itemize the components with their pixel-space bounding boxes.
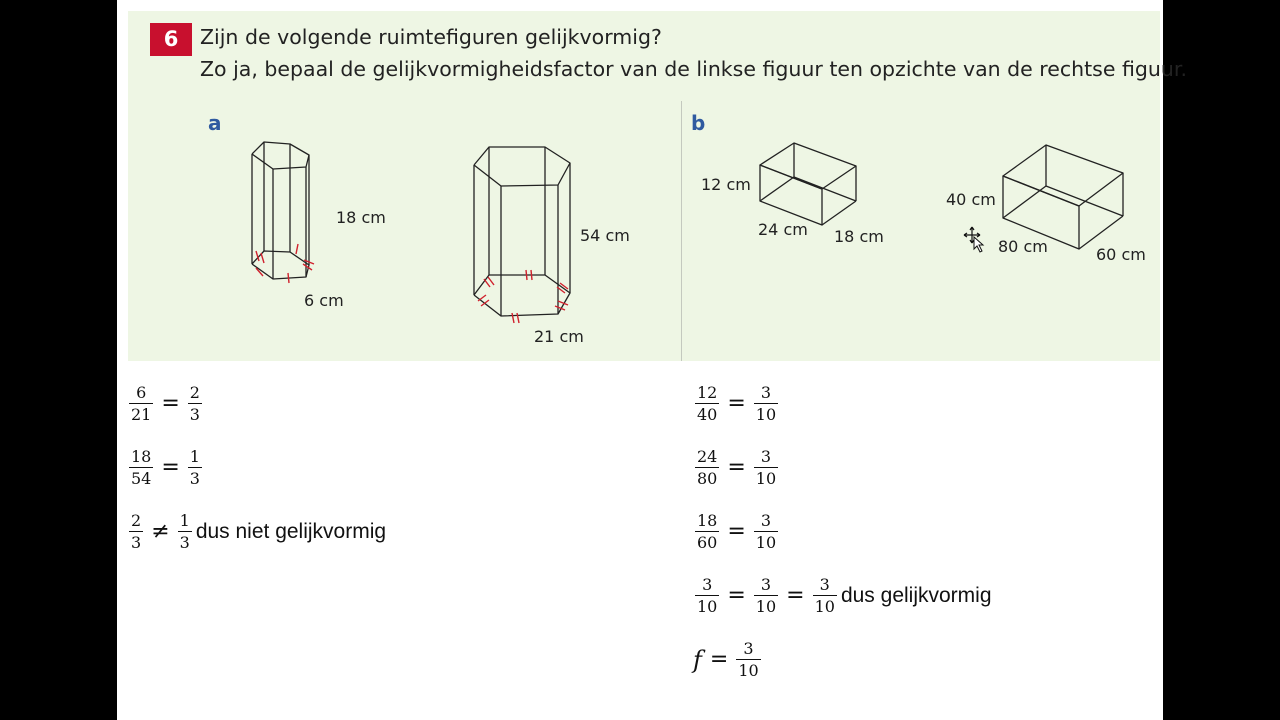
solution-b-line-2: $\frac{24}{80}$ = $\frac{3}{10}$ <box>697 447 777 488</box>
question-line-1: Zijn de volgende ruimtefiguren gelijkvormig? <box>200 25 662 49</box>
solution-a-line-3: $\frac{2}{3}$ ≠ $\frac{1}{3}$ dus niet gelijkvormig <box>131 511 387 552</box>
small-prism-height-label: 18 cm <box>336 208 386 227</box>
exercise-number: 6 <box>150 23 192 56</box>
small-prism-side-label: 6 cm <box>304 291 344 310</box>
large-prism-side-label: 21 cm <box>534 327 584 346</box>
fraction: $\frac{3}{10}$ <box>755 447 777 488</box>
small-hexagonal-prism <box>252 142 309 279</box>
fraction: $\frac{1}{3}$ <box>179 511 190 552</box>
fraction: $\frac{2}{3}$ <box>189 383 200 424</box>
fraction: $\frac{1}{3}$ <box>189 447 200 488</box>
solution-a-line-1: $\frac{6}{21}$ = $\frac{2}{3}$ <box>131 383 200 424</box>
small-box <box>760 143 856 225</box>
large-box-height-label: 40 cm <box>946 190 996 209</box>
conclusion-a: dus niet gelijkvormig <box>195 519 387 543</box>
move-cursor-icon <box>964 227 983 252</box>
solution-b-line-1: $\frac{12}{40}$ = $\frac{3}{10}$ <box>697 383 777 424</box>
fraction: $\frac{3}{10}$ <box>755 383 777 424</box>
solution-b-line-3: $\frac{18}{60}$ = $\frac{3}{10}$ <box>697 511 777 552</box>
small-box-length-label: 24 cm <box>758 220 808 239</box>
small-box-depth-label: 18 cm <box>834 227 884 246</box>
fraction: $\frac{6}{21}$ <box>131 383 152 424</box>
exercise-panel <box>128 11 1187 361</box>
large-prism-height-label: 54 cm <box>580 226 630 245</box>
figures <box>128 11 1160 361</box>
large-box-length-label: 80 cm <box>998 237 1048 256</box>
solution-b-line-5: f = $\frac{3}{10}$ <box>693 639 759 680</box>
conclusion-b: dus gelijkvormig <box>840 583 992 607</box>
equal-side-marks <box>256 244 568 323</box>
large-box-depth-label: 60 cm <box>1096 245 1146 264</box>
large-hexagonal-prism <box>474 147 570 316</box>
fraction: $\frac{3}{10}$ <box>738 639 759 680</box>
fraction: $\frac{24}{80}$ <box>697 447 718 488</box>
large-box <box>1003 145 1123 249</box>
part-b-label: b <box>691 111 706 135</box>
solution-b-line-4: $\frac{3}{10}$ = $\frac{3}{10}$ = $\frac{3}{10}$ dus gelijkvormig <box>697 575 992 616</box>
small-box-height-label: 12 cm <box>701 175 751 194</box>
fraction: $\frac{18}{60}$ <box>697 511 718 552</box>
solution-a-line-2: $\frac{18}{54}$ = $\frac{1}{3}$ <box>131 447 200 488</box>
fraction: $\frac{18}{54}$ <box>131 447 152 488</box>
fraction: $\frac{3}{10}$ <box>755 511 777 552</box>
fraction: $\frac{3}{10}$ <box>697 575 718 616</box>
fraction: $\frac{3}{10}$ <box>814 575 835 616</box>
page <box>117 0 1187 720</box>
part-a-label: a <box>208 111 222 135</box>
question-line-2: Zo ja, bepaal de gelijkvormigheidsfactor van de linkse figuur ten opzichte van de rechtse figuur. <box>200 57 1187 81</box>
fraction: $\frac{3}{10}$ <box>755 575 777 616</box>
factor-variable: f <box>693 645 702 674</box>
fraction: $\frac{2}{3}$ <box>131 511 142 552</box>
fraction: $\frac{12}{40}$ <box>697 383 718 424</box>
